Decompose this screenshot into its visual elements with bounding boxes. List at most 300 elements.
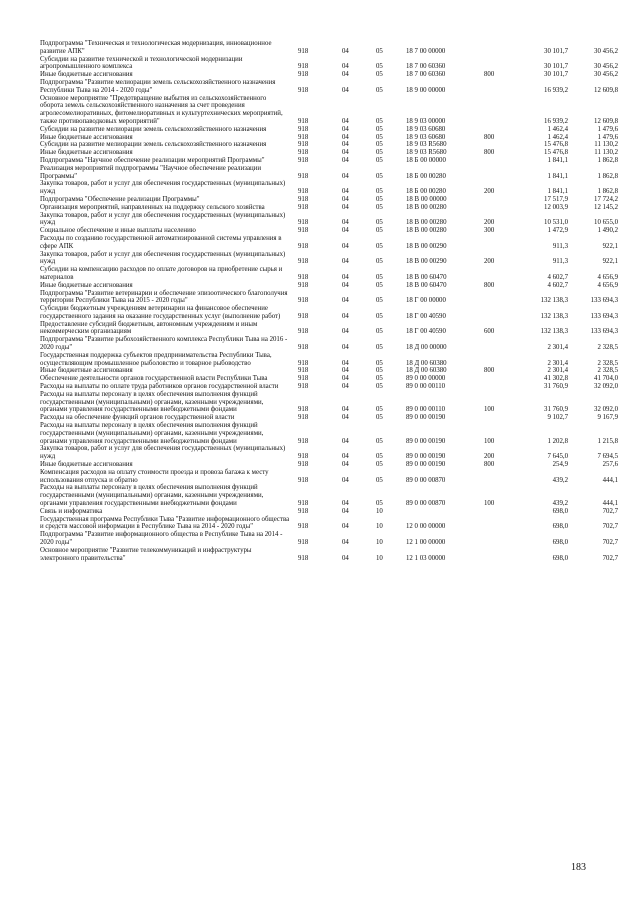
row-gr-code: 918	[298, 281, 309, 289]
row-pr-code: 05	[376, 133, 383, 141]
row-amount-1: 698,0	[552, 507, 568, 515]
row-gr-code: 918	[298, 414, 309, 422]
table-row	[40, 352, 618, 368]
row-gr-code: 918	[298, 383, 309, 391]
row-name: Организация мероприятий, направленных на поддержку сельского хозяйства	[40, 203, 265, 211]
row-pr-code: 05	[376, 281, 383, 289]
row-rz-code: 04	[342, 227, 349, 235]
row-csr-code: 18 Г 00 00000	[406, 297, 446, 305]
row-amount-1: 698,0	[552, 539, 568, 546]
row-name: Иные бюджетные ассигнования	[40, 281, 133, 289]
row-csr-code: 89 0 00 00870	[406, 500, 446, 508]
row-vr-code	[484, 40, 518, 56]
row-rz-code: 04	[342, 63, 349, 71]
row-amount-1: 2 301,4	[547, 367, 568, 375]
row-amount-1: 31 760,9	[544, 383, 568, 391]
row-vr-code: 800	[484, 149, 495, 157]
row-amount-1: 1 462,4	[547, 133, 568, 141]
row-gr-code: 918	[298, 554, 309, 562]
row-amount-2: 444,1	[602, 500, 618, 508]
row-amount-2: 702,7	[602, 523, 618, 531]
row-gr-code: 918	[298, 219, 309, 227]
row-name: Иные бюджетные ассигнования	[40, 71, 133, 79]
row-pr-code: 05	[376, 219, 383, 227]
table-row	[40, 266, 618, 282]
row-gr-code: 918	[298, 203, 309, 211]
row-amount-2: 30 456,2	[594, 47, 618, 55]
table-row	[40, 212, 618, 228]
table-row	[40, 56, 618, 72]
row-rz-code: 04	[342, 86, 349, 94]
row-pr-code: 05	[376, 156, 383, 164]
row-vr-code	[484, 383, 518, 391]
row-gr-code: 918	[298, 156, 309, 164]
row-amount-2: 922,1	[602, 242, 618, 250]
table-row	[40, 79, 618, 95]
row-amount-2: 11 130,2	[594, 149, 618, 157]
row-pr-code: 05	[376, 172, 383, 180]
row-amount-2: 7 694,5	[597, 453, 618, 461]
row-vr-code	[484, 235, 518, 251]
table-row	[40, 391, 618, 414]
row-pr-code: 05	[376, 375, 383, 383]
row-gr-code: 918	[298, 461, 309, 469]
row-csr-code: 89 0 00 00190	[406, 414, 446, 422]
row-vr-code: 800	[484, 461, 495, 469]
row-gr-code: 918	[298, 86, 309, 94]
row-amount-1: 7 645,0	[547, 453, 568, 461]
table-row	[40, 367, 618, 375]
row-csr-code: 18 9 03 60680	[406, 125, 446, 133]
table-row	[40, 180, 618, 196]
row-vr-code: 800	[484, 281, 495, 289]
row-csr-code: 18 В 00 00280	[406, 203, 447, 211]
row-rz-code: 04	[342, 188, 349, 196]
row-rz-code: 04	[342, 461, 349, 469]
row-gr-code: 918	[298, 359, 309, 367]
row-csr-code: 18 В 00 00290	[406, 242, 447, 250]
row-rz-code: 04	[342, 359, 349, 367]
table-row	[40, 40, 618, 56]
row-name: Субсидии на компенсацию расходов по оплате договоров на приобретение сырья и материалов	[40, 266, 283, 281]
row-vr-code: 200	[484, 219, 495, 227]
row-amount-1: 439,2	[552, 500, 568, 508]
row-pr-code: 05	[376, 328, 383, 336]
row-amount-1: 1 841,1	[547, 156, 568, 164]
row-pr-code: 05	[376, 242, 383, 250]
row-vr-code	[484, 531, 518, 547]
row-name: Расходы на выплаты персоналу в целях обеспечения выполнения функций государственными (муниципальными) органами, казенными учреждениями, органами управления государственными внебюджетными фондами	[40, 422, 264, 445]
row-amount-2: 4 656,9	[597, 281, 618, 289]
row-vr-code	[484, 157, 518, 165]
row-vr-code	[484, 516, 518, 532]
row-vr-code	[484, 126, 518, 134]
row-gr-code: 918	[298, 71, 309, 79]
row-vr-code: 100	[484, 500, 495, 508]
row-amount-1: 1 841,1	[547, 172, 568, 180]
table-row	[40, 484, 618, 507]
row-amount-1: 1 462,4	[547, 125, 568, 133]
row-name: Подпрограмма "Техническая и технологическая модернизация, инновационное развитие АПК"	[40, 40, 272, 55]
row-amount-1: 30 101,7	[544, 71, 568, 79]
row-rz-code: 04	[342, 281, 349, 289]
table-row	[40, 375, 618, 383]
row-pr-code: 05	[376, 227, 383, 235]
budget-table	[40, 40, 618, 562]
row-amount-2: 1 479,6	[597, 133, 618, 141]
row-name: Закупка товаров, работ и услуг для обеспечения государственных (муниципальных) нужд	[40, 180, 286, 196]
row-gr-code: 918	[298, 125, 309, 133]
row-vr-code	[484, 79, 518, 95]
row-pr-code: 10	[376, 539, 383, 546]
row-name: Закупка товаров, работ и услуг для обеспечения государственных (муниципальных) нужд	[40, 250, 286, 266]
row-rz-code: 04	[342, 141, 349, 149]
row-csr-code: 18 В 00 00280	[406, 227, 447, 235]
row-gr-code: 918	[298, 63, 309, 71]
row-csr-code: 12 0 00 00000	[406, 523, 446, 531]
table-body	[40, 40, 618, 562]
row-name: Реализация мероприятий подпрограммы "Научное обеспечение реализации Программы"	[40, 164, 261, 180]
row-amount-1: 254,9	[552, 461, 568, 469]
row-rz-code: 04	[342, 406, 349, 414]
row-name: Субсидии на развитие технической и технологической модернизации агропромышленного комплекса	[40, 55, 243, 71]
row-amount-2: 17 724,2	[594, 195, 618, 203]
row-pr-code: 05	[376, 125, 383, 133]
row-amount-2: 9 167,9	[597, 414, 618, 422]
row-amount-1: 30 101,7	[544, 47, 568, 55]
table-row	[40, 290, 618, 306]
row-gr-code: 918	[298, 312, 309, 320]
row-amount-1: 2 301,4	[547, 344, 568, 352]
row-amount-2: 41 704,0	[594, 375, 618, 383]
row-name: Основное мероприятие "Развитие телекоммуникаций и инфраструктуры электронного правительства"	[40, 546, 252, 562]
row-name: Закупка товаров, работ и услуг для обеспечения государственных (муниципальных) нужд	[40, 211, 286, 227]
row-gr-code: 918	[298, 437, 309, 445]
row-vr-code	[484, 336, 518, 352]
row-name: Расходы на выплаты персоналу в целях обеспечения выполнения функций государственными (муниципальными) органами, казенными учреждениями, органами управления государственными внебюджетными фондами	[40, 390, 264, 414]
row-amount-2: 32 092,0	[594, 406, 618, 414]
row-gr-code: 918	[298, 172, 309, 180]
row-name: Подпрограмма "Развитие ветеринарии и обеспечение эпизоотического благополучия территории Республики Тыва на 2015 - 2020 годы"	[40, 289, 288, 305]
row-amount-1: 439,2	[552, 476, 568, 484]
row-csr-code: 18 В 00 00000	[406, 195, 447, 203]
table-row	[40, 71, 618, 79]
row-rz-code: 04	[342, 273, 349, 281]
row-vr-code	[484, 95, 518, 126]
row-amount-2: 12 609,8	[594, 86, 618, 94]
row-gr-code: 918	[298, 188, 309, 196]
row-csr-code: 18 Б 00 00280	[406, 188, 446, 196]
row-amount-2: 12 609,8	[594, 117, 618, 125]
row-amount-1: 911,3	[552, 258, 568, 266]
row-vr-code: 200	[484, 453, 495, 461]
row-pr-code: 10	[376, 523, 383, 531]
row-gr-code: 918	[298, 476, 309, 484]
row-gr-code: 918	[298, 141, 309, 149]
row-csr-code: 18 7 00 60360	[406, 71, 446, 79]
row-gr-code: 918	[298, 258, 309, 266]
row-vr-code: 600	[484, 328, 495, 336]
row-csr-code: 18 9 00 00000	[406, 86, 446, 94]
row-name: Компенсация расходов на оплату стоимости проезда и провоза багажа к месту использования отпуска и обратно	[40, 468, 269, 484]
row-amount-1: 16 939,2	[544, 86, 568, 94]
row-amount-2: 922,1	[602, 258, 618, 266]
row-amount-2: 1 862,8	[597, 172, 618, 180]
row-rz-code: 04	[342, 258, 349, 266]
row-vr-code: 800	[484, 71, 495, 79]
row-amount-1: 31 760,9	[544, 406, 568, 414]
row-amount-1: 12 003,9	[544, 203, 568, 211]
row-vr-code	[484, 141, 518, 149]
row-csr-code: 18 Д 00 00000	[406, 344, 447, 352]
row-rz-code: 04	[342, 328, 349, 336]
row-vr-code: 300	[484, 227, 495, 235]
row-rz-code: 04	[342, 500, 349, 508]
row-name: Государственная поддержка субъектов предпринимательства Республики Тыва, осуществляющим промышленное рыболовство и товарное рыбоводство	[40, 351, 272, 367]
row-rz-code: 04	[342, 133, 349, 141]
row-pr-code: 05	[376, 71, 383, 79]
row-vr-code	[484, 469, 518, 485]
row-vr-code	[484, 414, 518, 422]
row-amount-2: 257,6	[602, 461, 618, 469]
row-rz-code: 04	[342, 437, 349, 445]
row-gr-code: 918	[298, 539, 309, 546]
row-amount-1: 30 101,7	[544, 63, 568, 71]
row-amount-2: 444,1	[602, 476, 618, 484]
table-row	[40, 95, 618, 126]
row-csr-code: 18 9 03 60680	[406, 133, 446, 141]
row-amount-2: 702,7	[602, 507, 618, 515]
row-rz-code: 04	[342, 203, 349, 211]
table-row	[40, 282, 618, 290]
row-amount-2: 702,7	[602, 554, 618, 562]
row-amount-2: 702,7	[602, 539, 618, 546]
row-gr-code: 918	[298, 344, 309, 352]
row-amount-1: 10 531,0	[544, 219, 568, 227]
row-pr-code: 05	[376, 195, 383, 203]
row-name: Основное мероприятие "Предотвращение выбытия из сельскохозяйственного оборота земель сельскохозяйственного назначения за счет проведения агролесомелиоративных, фитомелиоративных и культуртехнических мероприятий, также противопаводковых мероприятий"	[40, 94, 283, 125]
row-name: Подпрограмма "Научное обеспечение реализации мероприятий Программы"	[40, 156, 265, 164]
row-rz-code: 04	[342, 172, 349, 180]
row-csr-code: 89 0 00 00000	[406, 375, 446, 383]
row-amount-2: 4 656,9	[597, 273, 618, 281]
row-gr-code: 918	[298, 273, 309, 281]
row-vr-code: 100	[484, 406, 495, 414]
row-csr-code: 18 9 03 00000	[406, 117, 446, 125]
row-rz-code: 04	[342, 344, 349, 352]
row-name: Предоставление субсидий бюджетным, автономным учреждениям и иным некоммерческим организациям	[40, 320, 258, 336]
row-csr-code: 18 В 00 00280	[406, 219, 447, 227]
row-amount-2: 2 328,5	[597, 367, 618, 375]
table-row	[40, 196, 618, 204]
row-pr-code: 05	[376, 359, 383, 367]
row-gr-code: 918	[298, 133, 309, 141]
row-amount-2: 2 328,5	[597, 359, 618, 367]
row-amount-1: 9 102,7	[547, 414, 568, 422]
row-vr-code: 100	[484, 437, 495, 445]
row-rz-code: 04	[342, 297, 349, 305]
row-vr-code	[484, 204, 518, 212]
row-csr-code: 89 0 00 00110	[406, 406, 446, 414]
table-row	[40, 235, 618, 251]
row-pr-code: 05	[376, 344, 383, 352]
row-name: Подпрограмма "Развитие рыбохозяйственного комплекса Республики Тыва на 2016 - 2020 годы"	[40, 336, 288, 352]
row-gr-code: 918	[298, 375, 309, 383]
row-gr-code: 918	[298, 453, 309, 461]
row-gr-code: 918	[298, 117, 309, 125]
row-rz-code: 04	[342, 219, 349, 227]
row-pr-code: 10	[376, 507, 383, 515]
row-name: Расходы на выплаты персоналу в целях обеспечения выполнения функций государственными (муниципальными) органами, казенными учреждениями, органами управления государственными внебюджетными фондами	[40, 484, 264, 508]
row-pr-code: 05	[376, 141, 383, 149]
row-amount-1: 132 138,3	[540, 328, 568, 336]
row-rz-code: 04	[342, 156, 349, 164]
row-amount-2: 12 145,2	[594, 203, 618, 211]
row-csr-code: 18 9 03 R5680	[406, 141, 447, 149]
row-amount-2: 1 215,8	[597, 437, 618, 445]
table-row	[40, 251, 618, 267]
row-amount-1: 15 476,8	[544, 149, 568, 157]
row-amount-1: 132 138,3	[540, 312, 568, 320]
row-rz-code: 04	[342, 507, 349, 515]
row-amount-1: 1 841,1	[547, 188, 568, 196]
table-row	[40, 165, 618, 181]
row-name: Расходы на обеспечение функций органов государственной власти	[40, 414, 235, 422]
row-csr-code: 89 0 00 00110	[406, 383, 446, 391]
row-amount-1: 15 476,8	[544, 141, 568, 149]
table-row	[40, 414, 618, 422]
row-pr-code: 05	[376, 312, 383, 320]
row-csr-code: 18 Б 00 00000	[406, 156, 446, 164]
row-pr-code: 05	[376, 476, 383, 484]
row-name: Связь и информатика	[40, 507, 103, 515]
row-amount-1: 1 202,8	[547, 437, 568, 445]
table-row	[40, 157, 618, 165]
row-csr-code: 18 7 00 00000	[406, 47, 446, 55]
row-amount-2: 1 479,6	[597, 125, 618, 133]
row-vr-code: 800	[484, 367, 495, 375]
row-amount-2: 2 328,5	[597, 344, 618, 352]
row-csr-code: 18 Д 00 60380	[406, 359, 447, 367]
row-gr-code: 918	[298, 367, 309, 375]
row-rz-code: 04	[342, 375, 349, 383]
row-name: Субсидии бюджетным учреждениям ветеринарии на финансовое обеспечение государственного задания на оказание государственных услуг (выполнение работ)	[40, 305, 281, 320]
table-row	[40, 461, 618, 469]
row-rz-code: 04	[342, 125, 349, 133]
row-rz-code: 04	[342, 523, 349, 531]
row-name: Иные бюджетные ассигнования	[40, 149, 133, 157]
table-row	[40, 445, 618, 461]
row-amount-1: 4 602,7	[547, 273, 568, 281]
row-vr-code	[484, 352, 518, 368]
row-pr-code: 05	[376, 203, 383, 211]
table-row	[40, 422, 618, 445]
table-row	[40, 305, 618, 321]
row-rz-code: 04	[342, 367, 349, 375]
row-gr-code: 918	[298, 297, 309, 305]
row-name: Расходы по созданию государственной автоматизированной системы управления в сфере АПК	[40, 234, 282, 250]
row-vr-code	[484, 266, 518, 282]
table-row	[40, 134, 618, 142]
table-row	[40, 141, 618, 149]
row-amount-2: 10 655,0	[594, 219, 618, 227]
row-csr-code: 18 Д 00 60380	[406, 367, 447, 375]
row-csr-code: 18 В 00 00290	[406, 258, 447, 266]
row-amount-1: 132 138,3	[540, 297, 568, 305]
row-pr-code: 05	[376, 406, 383, 414]
row-amount-2: 32 092,0	[594, 383, 618, 391]
row-pr-code: 05	[376, 461, 383, 469]
row-amount-1: 1 472,9	[547, 227, 568, 235]
row-csr-code: 18 В 00 60470	[406, 273, 447, 281]
row-name: Государственная программа Республики Тыва "Развитие информационного общества и средств массовой информации в Республике Тыва на 2014 - 2020 годы"	[40, 515, 290, 531]
row-gr-code: 918	[298, 406, 309, 414]
row-pr-code: 05	[376, 437, 383, 445]
row-amount-2: 1 862,8	[597, 156, 618, 164]
row-amount-1: 4 602,7	[547, 281, 568, 289]
row-vr-code	[484, 305, 518, 321]
row-vr-code	[484, 196, 518, 204]
table-row	[40, 227, 618, 235]
row-vr-code: 200	[484, 258, 495, 266]
row-amount-2: 11 130,2	[594, 141, 618, 149]
row-pr-code: 05	[376, 47, 383, 55]
row-name: Расходы на выплаты по оплате труда работников органов государственной власти	[40, 383, 279, 391]
row-pr-code: 05	[376, 297, 383, 305]
row-name: Субсидии на развитие мелиорации земель сельскохозяйственного назначения	[40, 141, 267, 149]
row-gr-code: 918	[298, 227, 309, 235]
row-rz-code: 04	[342, 47, 349, 55]
row-amount-2: 30 456,2	[594, 71, 618, 79]
table-row	[40, 516, 618, 532]
row-amount-1: 41 302,8	[544, 375, 568, 383]
row-name: Подпрограмма "Обеспечение реализации Программы"	[40, 195, 200, 203]
page-number: 183	[571, 862, 586, 873]
row-amount-1: 911,3	[552, 242, 568, 250]
row-amount-2: 133 694,3	[590, 297, 618, 305]
row-vr-code: 800	[484, 133, 495, 141]
row-csr-code: 12 1 03 00000	[406, 554, 446, 562]
row-name: Иные бюджетные ассигнования	[40, 367, 133, 375]
row-rz-code: 04	[342, 117, 349, 125]
table-row	[40, 508, 618, 516]
row-rz-code: 04	[342, 149, 349, 157]
row-vr-code: 200	[484, 188, 495, 196]
row-rz-code: 04	[342, 195, 349, 203]
row-csr-code: 18 В 00 60470	[406, 281, 447, 289]
row-pr-code: 05	[376, 414, 383, 422]
table-row	[40, 321, 618, 337]
row-name: Иные бюджетные ассигнования	[40, 133, 133, 141]
row-amount-1: 698,0	[552, 523, 568, 531]
row-amount-1: 16 939,2	[544, 117, 568, 125]
row-amount-2: 133 694,3	[590, 328, 618, 336]
row-pr-code: 05	[376, 500, 383, 508]
row-amount-1: 17 517,9	[544, 195, 568, 203]
row-rz-code: 04	[342, 312, 349, 320]
row-amount-2: 1 490,2	[597, 227, 618, 235]
row-csr-code: 18 7 00 60360	[406, 63, 446, 71]
row-rz-code: 04	[342, 476, 349, 484]
table-row	[40, 204, 618, 212]
row-name: Субсидии на развитие мелиорации земель сельскохозяйственного назначения	[40, 125, 267, 133]
row-amount-2: 133 694,3	[590, 312, 618, 320]
row-rz-code: 04	[342, 554, 349, 562]
row-pr-code: 05	[376, 383, 383, 391]
row-name: Иные бюджетные ассигнования	[40, 461, 133, 469]
row-vr-code	[484, 375, 518, 383]
row-pr-code: 05	[376, 117, 383, 125]
